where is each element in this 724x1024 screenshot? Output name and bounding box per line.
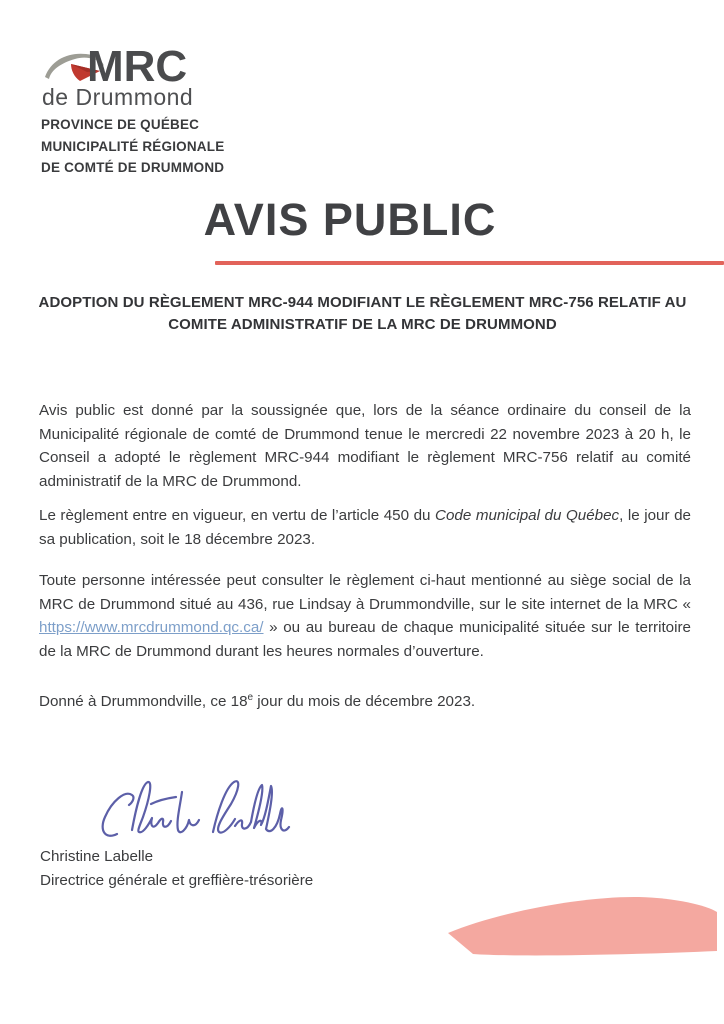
paragraph-vigueur-post: , le jour de sa publication, soit le 18 décembre 2023. (39, 507, 691, 548)
footer-swoosh-icon (443, 890, 724, 960)
letterhead-line-2: MUNICIPALITÉ RÉGIONALE (41, 138, 225, 154)
letterhead-line-3: DE COMTÉ DE DRUMMOND (41, 160, 225, 175)
dateline-post: jour du mois de décembre 2023. (253, 693, 476, 710)
subject-line-1: ADOPTION DU RÈGLEMENT MRC-944 MODIFIANT LE RÈGLEMENT MRC-756 RELATIF AU (38, 294, 687, 311)
title-underline-rule (215, 261, 724, 265)
signer-title: Directrice générale et greffière-trésorière (40, 871, 314, 889)
paragraph-consultation-post: » ou au bureau de chaque municipalité située sur le territoire de la MRC de Drummond durant les heures normales d’ouverture. (39, 619, 691, 660)
subject-line-2: COMITE ADMINISTRATIF DE LA MRC DE DRUMMOND (168, 315, 557, 333)
logo-brand-text: MRC (87, 42, 188, 91)
paragraph-vigueur (39, 504, 691, 551)
letterhead-line-1: PROVINCE DE QUÉBEC (41, 117, 200, 132)
paragraph-adoption: Avis public est donné par la soussignée que, lors de la séance ordinaire du conseil de la Municipalité régionale de comté de Drummond tenue le mercredi 22 novembre 2023 à 20 h, le Conseil a adopté le règlement MRC-944 modifiant le règlement MRC-756 relatif au comité administratif de la MRC de Drummond. (39, 402, 691, 490)
paragraph-consultation-pre: Toute personne intéressée peut consulter le règlement ci-haut mentionné au siège social de la MRC de Drummond situé au 436, rue Lindsay à Drummondville, sur le site internet de la MRC « (39, 572, 691, 613)
mrc-website-link[interactable]: https://www.mrcdrummond.qc.ca/ (39, 619, 264, 637)
code-municipal-reference: Code municipal du Québec (435, 507, 620, 524)
signer-name: Christine Labelle (40, 848, 154, 865)
dateline-ordinal-sup: e (247, 691, 254, 703)
dateline-pre: Donné à Drummondville, ce 18 (39, 693, 248, 710)
signature-block (40, 845, 313, 892)
letterhead (41, 114, 224, 179)
paragraph-consultation (39, 569, 691, 663)
handwritten-signature (95, 768, 295, 852)
page-title: AVIS PUBLIC (203, 194, 497, 245)
paragraph-vigueur-pre: Le règlement entre en vigueur, en vertu de l’article 450 du (39, 507, 435, 524)
logo-brand-subtext: de Drummond (42, 84, 194, 110)
mrc-logo (42, 42, 273, 110)
notice-subject (37, 292, 688, 335)
dateline (39, 690, 691, 714)
